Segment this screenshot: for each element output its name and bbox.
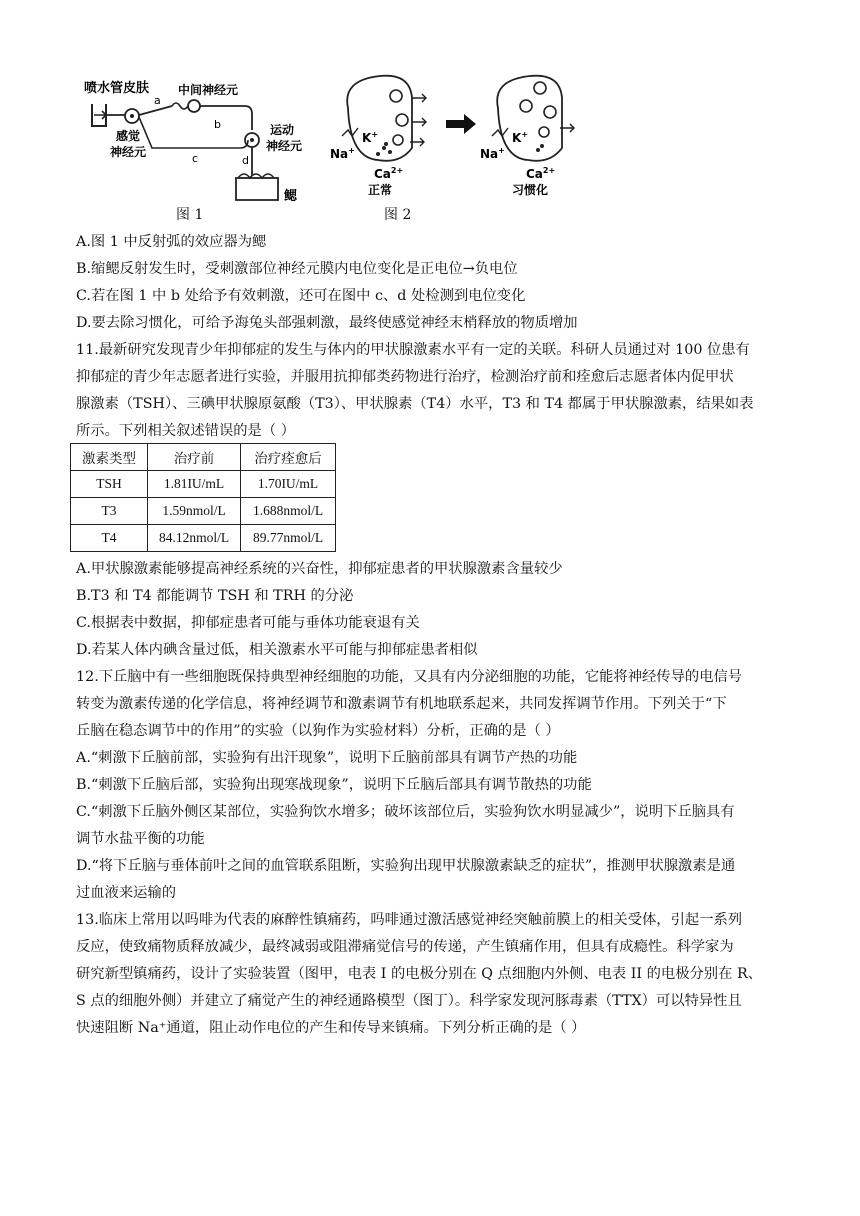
label-a: a [154, 94, 161, 107]
ca-label-normal: $Ca^{2+}$ [374, 166, 404, 181]
table-cell: T4 [71, 525, 148, 552]
label-d: d [242, 154, 249, 167]
q11-stem-line-2: 抑郁症的青少年志愿者进行实验，并服用抗抑郁类药物进行治疗，检测治疗前和痊愈后志愿者体内促甲状 [76, 369, 734, 385]
table-cell: 1.59nmol/L [148, 498, 241, 525]
sensory-label-2: 神经元 [110, 145, 147, 159]
table-cell: 89.77nmol/L [241, 525, 336, 552]
label-b: b [214, 118, 221, 131]
figure-2-caption: 图 2 [384, 207, 412, 223]
motor-label-1: 运动 [270, 123, 295, 137]
q12-option-c-cont: 调节水盐平衡的功能 [76, 831, 205, 847]
q13-stem-line-3: 研究新型镇痛药，设计了实验装置（图甲，电表 I 的电极分别在 Q 点细胞内外侧、电表 II 的电极分别在 R、 [76, 966, 763, 982]
table-cell: TSH [71, 471, 148, 498]
hormone-table [70, 443, 336, 552]
q13-stem-line-4: S 点的细胞外侧）并建立了痛觉产生的神经通路模型（图丁）。科学家发现河豚毒素（TTX）可以特异性且 [76, 993, 742, 1009]
table-cell: 84.12nmol/L [148, 525, 241, 552]
skin-label: 喷水管皮肤 [84, 81, 150, 96]
q10-option-b: B.缩鳃反射发生时，受刺激部位神经元膜内电位变化是正电位→负电位 [76, 261, 518, 277]
q11-option-d: D.若某人体内碘含量过低，相关激素水平可能与抑郁症患者相似 [76, 642, 478, 658]
table-cell: 1.70IU/mL [241, 471, 336, 498]
ca-label-habit: $Ca^{2+}$ [526, 166, 556, 181]
na-label-habit: Na+ [480, 146, 505, 161]
figure-1-diagram [84, 80, 302, 204]
transition-arrow [446, 114, 476, 134]
table-cell: 1.81IU/mL [148, 471, 241, 498]
q11-option-c: C.根据表中数据，抑郁症患者可能与垂体功能衰退有关 [76, 615, 420, 631]
table-row [71, 498, 336, 525]
q11-stem-line-3: 腺激素（TSH）、三碘甲状腺原氨酸（T3）、甲状腺素（T4）水平，T3 和 T4 都属于甲状腺激素，结果如表 [76, 396, 754, 412]
q10-option-d: D.要去除习惯化，可给予海兔头部强刺激，最终使感觉神经末梢释放的物质增加 [76, 315, 578, 331]
q12-stem-line-1: 12.下丘脑中有一些细胞既保持典型神经细胞的功能，又具有内分泌细胞的功能，它能将神经传导的电信号 [76, 669, 743, 685]
q12-option-b: B.“刺激下丘脑后部，实验狗出现寒战现象”，说明下丘脑后部具有调节散热的功能 [76, 777, 592, 793]
sensory-label-1: 感觉 [116, 129, 141, 143]
k-label-normal: K+ [362, 130, 379, 145]
figure-2-habituated [480, 76, 574, 197]
table-cell: T3 [71, 498, 148, 525]
normal-label: 正常 [368, 183, 393, 197]
q12-stem-line-2: 转变为激素传递的化学信息，将神经调节和激素调节有机地联系起来，共同发挥调节作用。下列关于“下 [76, 696, 727, 712]
q11-stem-line-1: 11.最新研究发现青少年抑郁症的发生与体内的甲状腺激素水平有一定的关联。科研人员通过对 100 位患有 [76, 342, 750, 358]
q10-option-c: C.若在图 1 中 b 处给予有效刺激，还可在图中 c、d 处检测到电位变化 [76, 288, 526, 304]
table-header-cell: 治疗痊愈后 [241, 444, 336, 471]
figure-1-caption: 图 1 [176, 207, 204, 223]
habituated-label: 习惯化 [512, 183, 549, 197]
q13-stem-line-1: 13.临床上常用以吗啡为代表的麻醉性镇痛药，吗啡通过激活感觉神经突触前膜上的相关受体，引起一系列 [76, 912, 743, 928]
table-header-cell: 治疗前 [148, 444, 241, 471]
k-label-habit: K+ [512, 130, 529, 145]
q12-option-a: A.“刺激下丘脑前部，实验狗有出汗现象”，说明下丘脑前部具有调节产热的功能 [76, 750, 578, 766]
figure-2-normal [330, 76, 426, 197]
motor-label-2: 神经元 [266, 139, 303, 153]
q10-option-a: A.图 1 中反射弧的效应器为鳃 [76, 234, 267, 250]
table-header-cell: 激素类型 [71, 444, 148, 471]
q12-stem-line-3: 丘脑在稳态调节中的作用”的实验（以狗作为实验材料）分析，正确的是（ ） [76, 723, 560, 739]
table-row [71, 525, 336, 552]
na-label-normal: Na+ [330, 146, 355, 161]
inter-label: 中间神经元 [178, 83, 239, 97]
q13-stem-line-2: 反应，使致痛物质释放减少，最终减弱或阻滞痛觉信号的传递，产生镇痛作用，但具有成瘾性。科学家为 [76, 939, 734, 955]
q12-option-d: D.“将下丘脑与垂体前叶之间的血管联系阻断，实验狗出现甲状腺激素缺乏的症状”，推测甲状腺激素是通 [76, 858, 736, 874]
table-cell: 1.688nmol/L [241, 498, 336, 525]
table-row [71, 471, 336, 498]
q11-option-a: A.甲状腺激素能够提高神经系统的兴奋性，抑郁症患者的甲状腺激素含量较少 [76, 561, 563, 577]
gill-label: 鳃 [284, 189, 298, 204]
table-header-row [71, 444, 336, 471]
q12-option-d-cont: 过血液来运输的 [76, 885, 177, 901]
q11-stem-line-4: 所示。下列相关叙述错误的是（ ） [76, 423, 295, 439]
q13-stem-line-5: 快速阻断 Na⁺通道，阻止动作电位的产生和传导来镇痛。下列分析正确的是（ ） [76, 1020, 586, 1036]
label-c: c [192, 152, 199, 165]
figures-svg [80, 68, 600, 218]
q11-option-b: B.T3 和 T4 都能调节 TSH 和 TRH 的分泌 [76, 588, 354, 604]
figure-area [80, 68, 600, 218]
q12-option-c: C.“刺激下丘脑外侧区某部位，实验狗饮水增多；破坏该部位后，实验狗饮水明显减少”，说明下丘脑具有 [76, 804, 735, 820]
